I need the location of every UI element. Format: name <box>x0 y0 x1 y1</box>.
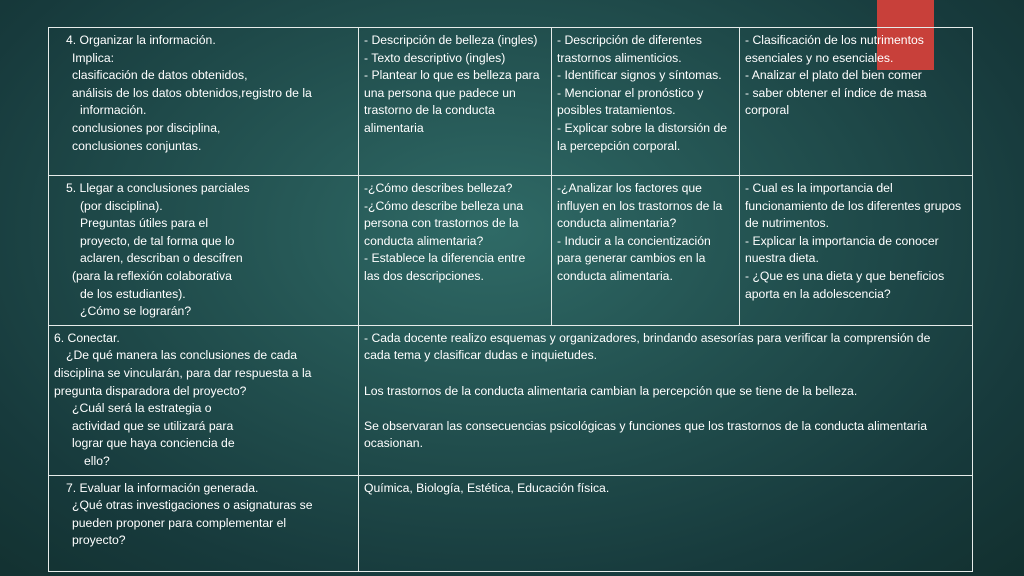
stage-cell-conclusiones <box>49 176 359 326</box>
nutrition-cell-organizar <box>740 28 973 176</box>
cell-line: conducta alimentaria? <box>557 216 677 231</box>
cell-line: -¿Cómo describes belleza? <box>364 181 513 195</box>
cell-line: ocasionan. <box>364 436 423 451</box>
cell-line: las dos descripciones. <box>364 268 484 283</box>
stage-line: ¿Cuál será la estrategia o <box>72 401 212 416</box>
cell-line: - Plantear lo que es belleza para <box>364 68 540 83</box>
cell-line: - Mencionar el pronóstico y <box>557 85 704 100</box>
stage-cell-evaluar <box>49 475 359 571</box>
cell-line: nuestra dieta. <box>745 251 819 266</box>
stage-line: Preguntas útiles para el <box>80 216 209 231</box>
stage-line: ello? <box>84 453 110 468</box>
cell-line: -¿Analizar los factores que <box>557 181 702 195</box>
cell-line: - Analizar el plato del bien comer <box>745 68 922 83</box>
cell-line: -¿Cómo describe belleza una <box>364 198 524 213</box>
cell-line: la percepción corporal. <box>557 138 681 153</box>
table-row-conectar <box>49 325 973 475</box>
cell-gap <box>364 400 967 418</box>
cell-line: alimentaria <box>364 120 424 135</box>
stage-line: pregunta disparadora del proyecto? <box>54 383 247 398</box>
cell-line: una persona que padece un <box>364 85 516 100</box>
cell-line: conducta alimentaria. <box>557 268 673 283</box>
english-cell-organizar <box>359 28 552 176</box>
stage-line: pueden proponer para complementar el <box>72 515 287 530</box>
stage-cell-conectar <box>49 325 359 475</box>
cell-line: - Descripción de diferentes <box>557 33 702 47</box>
table-row-evaluar <box>49 475 973 571</box>
stage-title: 6. Conectar. <box>54 330 120 345</box>
biology-cell-organizar <box>552 28 740 176</box>
cell-line: posibles tratamientos. <box>557 103 676 118</box>
cell-line: corporal <box>745 103 790 118</box>
cell-line: de nutrimentos. <box>745 216 830 231</box>
stage-line: actividad que se utilizará para <box>72 418 234 433</box>
cell-line: cada tema y clasificar dudas e inquietudes. <box>364 348 598 363</box>
stage-line: disciplina se vincularán, para dar respuesta a la <box>54 365 312 380</box>
stage-line: ¿De qué manera las conclusiones de cada <box>66 348 298 363</box>
cell-line: - Explicar sobre la distorsión de <box>557 120 728 135</box>
english-cell-conclusiones <box>359 176 552 326</box>
cell-line: esenciales y no esenciales. <box>745 50 894 65</box>
stage-cell-organizar <box>49 28 359 176</box>
cell-line: - Inducir a la concientización <box>557 233 711 248</box>
stage-line: análisis de los datos obtenidos,registro de la <box>72 85 312 100</box>
stage-title: 7. Evaluar la información generada. <box>66 480 259 495</box>
stage-line: clasificación de datos obtenidos, <box>72 68 248 83</box>
cell-line: trastorno de la conducta <box>364 103 495 118</box>
cell-line: - Clasificación de los nutrimentos <box>745 33 924 47</box>
stage-title: 4. Organizar la información. <box>66 33 216 47</box>
cell-line: influyen en los trastornos de la <box>557 198 723 213</box>
table-row-conclusiones <box>49 176 973 326</box>
cell-line: - Cada docente realizo esquemas y organizadores, brindando asesorías para verificar la comprensión de <box>364 330 931 345</box>
stage-line: (para la reflexión colaborativa <box>72 268 232 283</box>
stage-line: conclusiones conjuntas. <box>72 138 202 153</box>
cell-line: - Identificar signos y síntomas. <box>557 68 722 83</box>
cell-line: Los trastornos de la conducta alimentaria cambian la percepción que se tiene de la belleza. <box>364 383 858 398</box>
cell-line: conducta alimentaria? <box>364 233 484 248</box>
table-row-organizar <box>49 28 973 176</box>
cell-line: - Descripción de belleza (ingles) <box>364 33 538 47</box>
cell-line: - Texto descriptivo (ingles) <box>364 50 506 65</box>
cell-line: - Cual es la importancia del <box>745 181 893 195</box>
stage-line: Implica: <box>72 50 114 65</box>
project-plan-table <box>48 27 973 572</box>
cell-line: trastornos alimenticios. <box>557 50 682 65</box>
stage-line: proyecto? <box>72 533 126 548</box>
stage-line: proyecto, de tal forma que lo <box>80 233 235 248</box>
cell-gap <box>364 365 967 383</box>
stage-title: 5. Llegar a conclusiones parciales <box>66 181 250 195</box>
stage-line: ¿Cómo se lograrán? <box>80 304 192 319</box>
subjects-cell-evaluar <box>359 475 973 571</box>
cell-line: - ¿Que es una dieta y que beneficios <box>745 268 945 283</box>
cell-line: Se observaran las consecuencias psicológicas y funciones que los trastornos de la conducta alimentaria <box>364 418 927 433</box>
biology-cell-conclusiones <box>552 176 740 326</box>
stage-line: información. <box>80 103 147 118</box>
cell-line: - Explicar la importancia de conocer <box>745 233 939 248</box>
cell-line: Química, Biología, Estética, Educación física. <box>364 480 610 495</box>
stage-line: lograr que haya conciencia de <box>72 436 235 451</box>
cell-line: funcionamiento de los diferentes grupos <box>745 198 962 213</box>
cell-line: persona con trastornos de la <box>364 216 519 231</box>
cell-line: aporta en la adolescencia? <box>745 286 891 301</box>
cell-line: - saber obtener el índice de masa <box>745 85 927 100</box>
cell-line: - Establece la diferencia entre <box>364 251 526 266</box>
activities-cell-conectar <box>359 325 973 475</box>
stage-line: (por disciplina). <box>80 198 163 213</box>
stage-line: conclusiones por disciplina, <box>72 120 221 135</box>
stage-line: de los estudiantes). <box>80 286 186 301</box>
nutrition-cell-conclusiones <box>740 176 973 326</box>
stage-line: aclaren, describan o descifren <box>80 251 243 266</box>
cell-line: para generar cambios en la <box>557 251 706 266</box>
stage-line: ¿Qué otras investigaciones o asignaturas se <box>72 498 313 513</box>
